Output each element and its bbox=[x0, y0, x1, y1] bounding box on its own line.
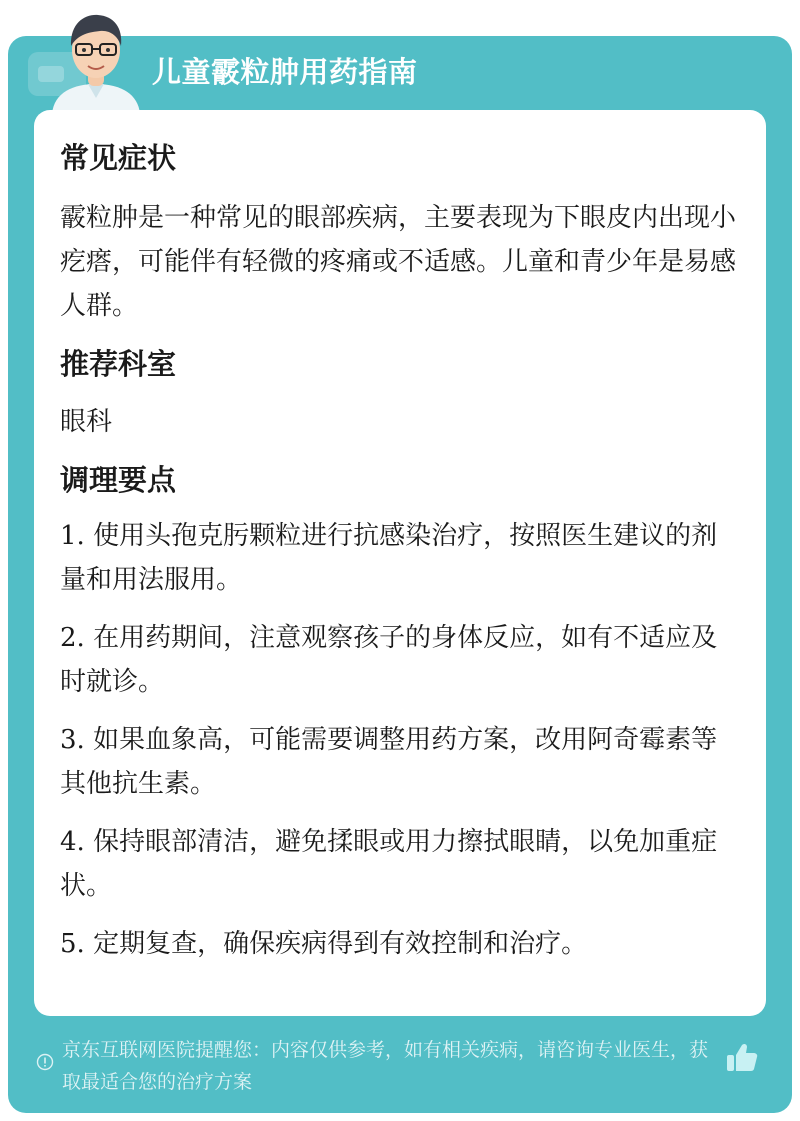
content-card bbox=[34, 110, 766, 1016]
list-item-text: 如果血象高，可能需要调整用药方案，改用阿奇霉素等其他抗生素。 bbox=[60, 725, 718, 799]
card-content bbox=[60, 138, 740, 980]
list-item-number: 1. bbox=[60, 521, 85, 551]
care-list bbox=[60, 514, 740, 966]
list-item bbox=[60, 616, 740, 704]
page-title: 儿童霰粒肿用药指南 bbox=[152, 55, 418, 89]
symptoms-heading: 常见症状 bbox=[60, 141, 177, 175]
doctor-avatar-icon bbox=[48, 6, 144, 114]
list-item-text: 使用头孢克肟颗粒进行抗感染治疗，按照医生建议的剂量和用法服用。 bbox=[60, 521, 718, 595]
department-heading: 推荐科室 bbox=[60, 347, 177, 381]
list-item-number: 2. bbox=[60, 623, 85, 653]
info-icon bbox=[36, 1053, 54, 1071]
list-item-text: 保持眼部清洁，避免揉眼或用力擦拭眼睛，以免加重症状。 bbox=[60, 827, 718, 901]
symptoms-text: 霰粒肿是一种常见的眼部疾病，主要表现为下眼皮内出现小疙瘩，可能伴有轻微的疼痛或不适感。儿童和青少年是易感人群。 bbox=[60, 203, 737, 321]
list-item-number: 4. bbox=[60, 827, 85, 857]
list-item-text: 定期复查，确保疾病得到有效控制和治疗。 bbox=[93, 929, 588, 959]
disclaimer-text: 京东互联网医院提醒您：内容仅供参考，如有相关疾病，请咨询专业医生，获取最适合您的治疗方案 bbox=[62, 1039, 709, 1093]
care-heading: 调理要点 bbox=[60, 463, 177, 497]
list-item-text: 在用药期间，注意观察孩子的身体反应，如有不适应及时就诊。 bbox=[60, 623, 718, 697]
list-item bbox=[60, 820, 740, 908]
thumbs-up-icon[interactable] bbox=[724, 1040, 760, 1076]
list-item bbox=[60, 718, 740, 806]
list-item-number: 5. bbox=[60, 929, 85, 959]
list-item bbox=[60, 922, 740, 966]
list-item bbox=[60, 514, 740, 602]
list-item-number: 3. bbox=[60, 725, 85, 755]
department-text: 眼科 bbox=[60, 407, 113, 437]
